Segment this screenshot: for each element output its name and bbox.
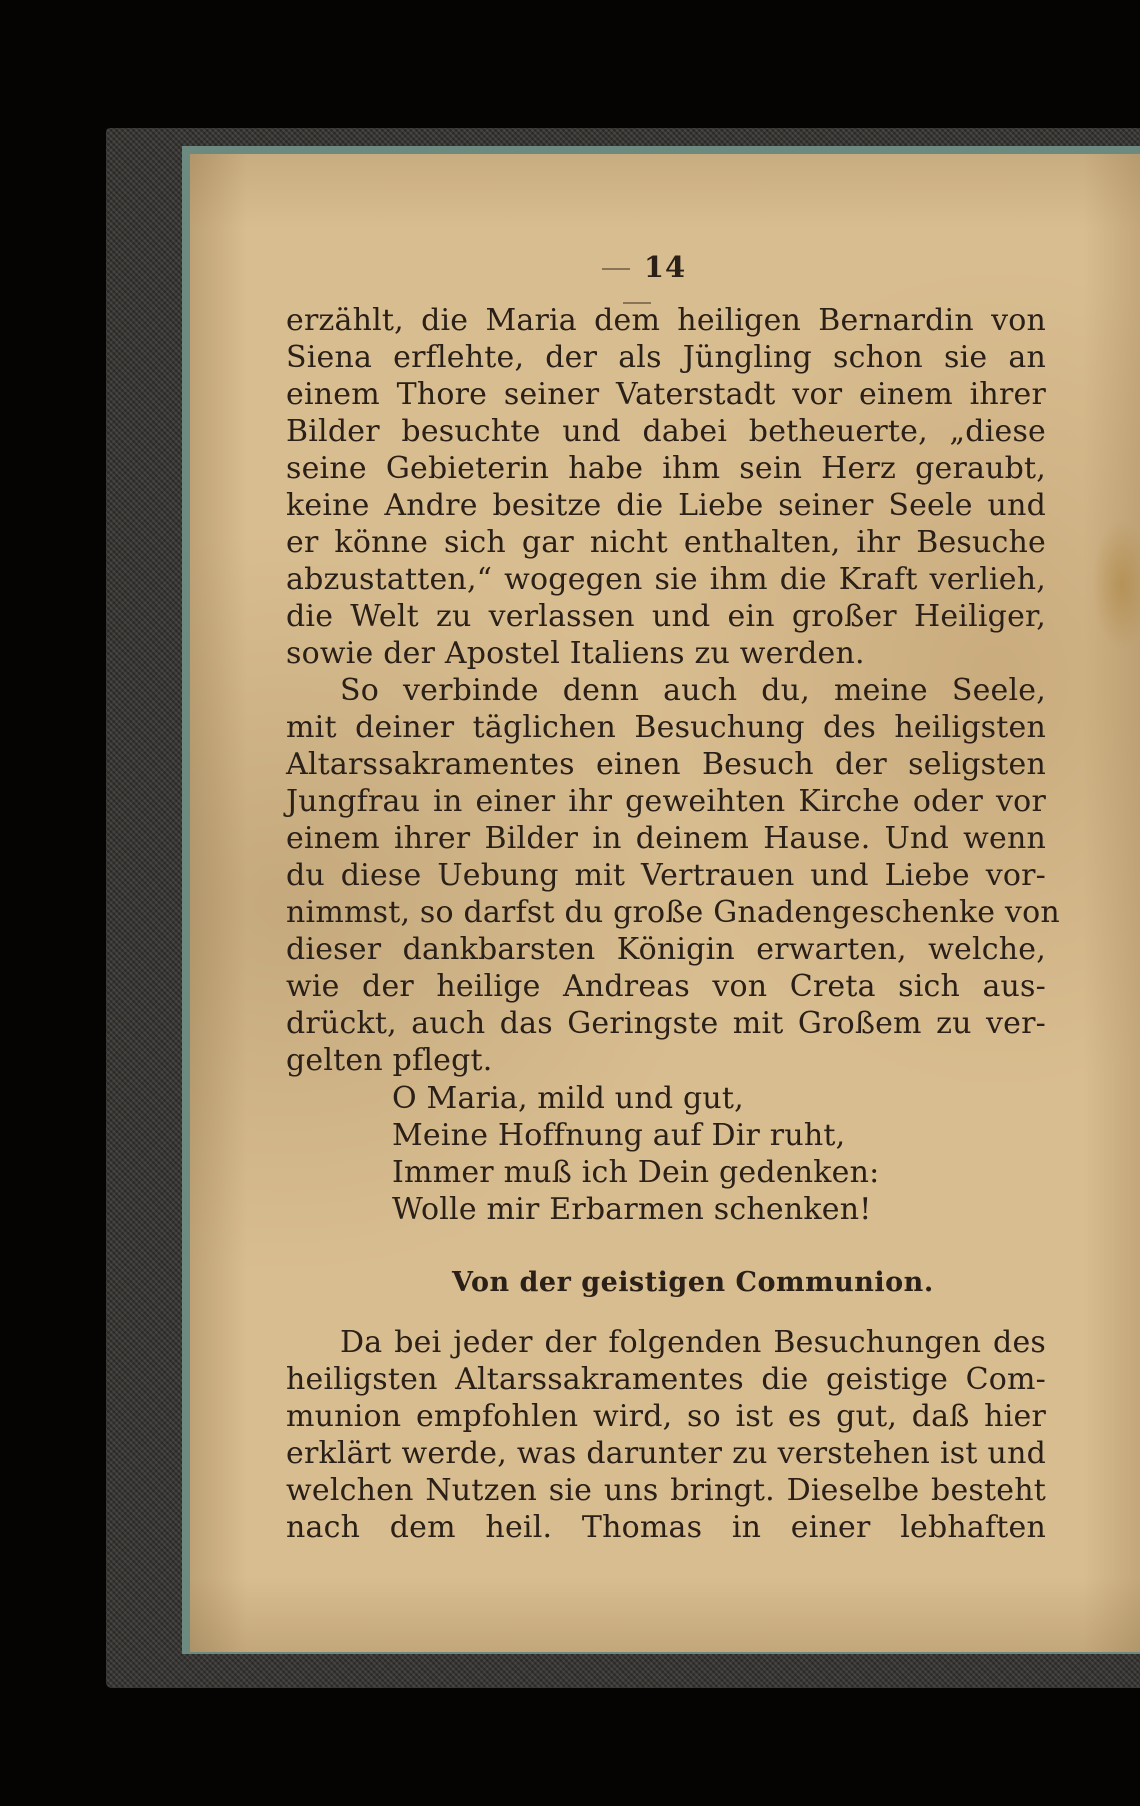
text-line: drückt, auch das Geringste mit Großem zu ver-: [286, 1006, 1046, 1041]
text-line: du diese Uebung mit Vertrauen und Liebe vor-: [286, 858, 1046, 893]
section-heading: Von der geistigen Communion.: [452, 1267, 934, 1298]
text-line: gelten pflegt.: [286, 1043, 493, 1078]
text-line: abzustatten,“ wogegen sie ihm die Kraft verlieh,: [286, 562, 1046, 597]
text-line: einem Thore seiner Vaterstadt vor einem ihrer: [286, 377, 1046, 412]
text-line: er könne sich gar nicht enthalten, ihr Besuche: [286, 525, 1046, 560]
text-line: die Welt zu verlassen und ein großer Heiliger,: [286, 599, 1046, 634]
page-number: 14: [572, 250, 702, 318]
text-line: Bilder besuchte und dabei betheuerte, „diese: [286, 414, 1046, 449]
text-line: munion empfohlen wird, so ist es gut, daß hier: [286, 1399, 1046, 1434]
text-line: Altarssakramentes einen Besuch der seligsten: [286, 747, 1046, 782]
text-line: heiligsten Altarssakramentes die geistige Com-: [286, 1362, 1046, 1397]
text-line: einem ihrer Bilder in deinem Hause. Und wenn: [286, 821, 1046, 856]
verse-line: Meine Hoffnung auf Dir ruht,: [392, 1118, 846, 1153]
text-line: Siena erflehte, der als Jüngling schon sie an: [286, 340, 1046, 375]
text-line: welchen Nutzen sie uns bringt. Dieselbe besteht: [286, 1473, 1046, 1508]
verse-line: Wolle mir Erbarmen schenken!: [392, 1192, 872, 1227]
text-line: mit deiner täglichen Besuchung des heiligsten: [286, 710, 1046, 745]
text-line: erzählt, die Maria dem heiligen Bernardin von: [286, 303, 1046, 338]
text-line: So verbinde denn auch du, meine Seele,: [340, 673, 1046, 708]
text-line: nach dem heil. Thomas in einer lebhaften: [286, 1510, 1046, 1545]
text-line: Da bei jeder der folgenden Besuchungen des: [340, 1325, 1046, 1360]
text-line: Jungfrau in einer ihr geweihten Kirche oder vor: [286, 784, 1046, 819]
text-line: erklärt werde, was darunter zu verstehen ist und: [286, 1436, 1046, 1471]
text-line: keine Andre besitze die Liebe seiner Seele und: [286, 488, 1046, 523]
verse-line: Immer muß ich Dein gedenken:: [392, 1155, 880, 1190]
verse-line: O Maria, mild und gut,: [392, 1081, 744, 1116]
text-line: dieser dankbarsten Königin erwarten, welche,: [286, 932, 1046, 967]
text-line: seine Gebieterin habe ihm sein Herz geraubt,: [286, 451, 1046, 486]
text-line: wie der heilige Andreas von Creta sich aus-: [286, 969, 1046, 1004]
text-line: sowie der Apostel Italiens zu werden.: [286, 636, 865, 671]
text-line: nimmst, so darfst du große Gnadengeschenke von: [286, 895, 1060, 930]
